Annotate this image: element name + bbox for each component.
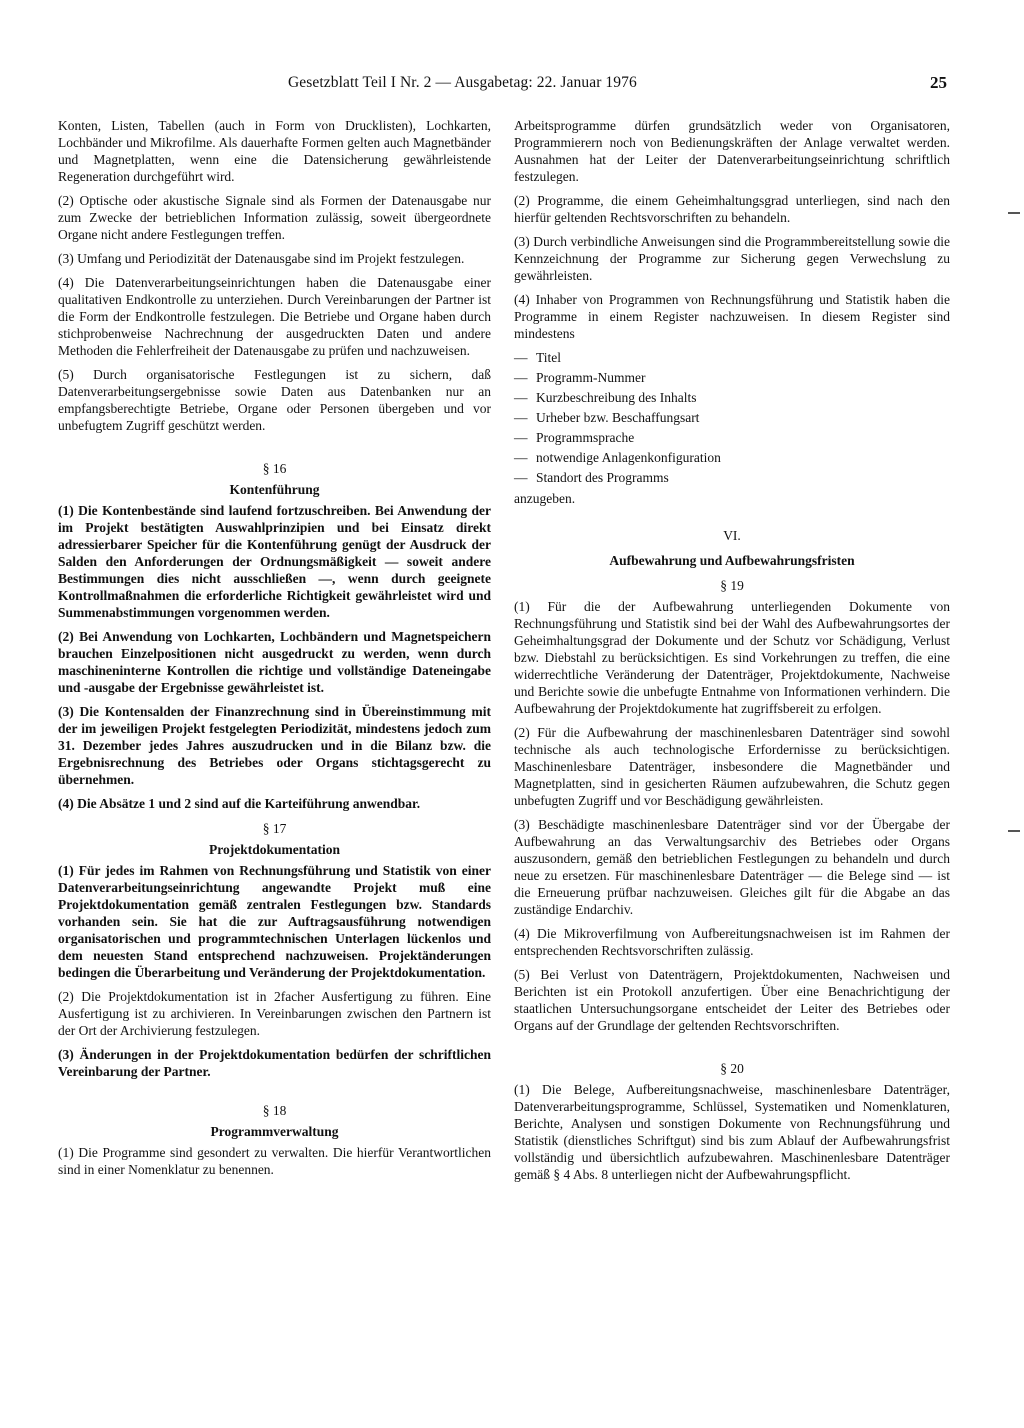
- list-item: — notwendige Anlagenkonfiguration: [514, 450, 721, 465]
- section-number-17: § 17: [262, 821, 287, 836]
- paragraph: anzugeben.: [514, 491, 576, 506]
- chapter-title: Aufbewahrung und Aufbewahrungsfristen: [609, 553, 855, 568]
- section-number-19: § 19: [720, 578, 744, 593]
- paragraph: (2) Optische oder akustische Signale sind als Formen der Datenausgabe nur zum Zwecke der betrieblichen Information zulässig, soweit übergeordnete Organe nicht andere Festlegungen treffen.: [58, 193, 491, 242]
- paragraph: (2) Die Projektdokumentation ist in 2facher Ausfertigung zu führen. Eine Ausfertigung ist zu archivieren. In Vereinbarungen zwischen den Partnern ist der Ort der Archivierung festzulegen.: [58, 989, 491, 1038]
- paragraph: (1) Die Kontenbestände sind laufend fortzuschreiben. Bei Anwendung der im Projekt bestätigten Auswahlprinzipien und bei Einsatz direkt adressierbarer Speicher für die Kontenführung genügt der Ausdruck der Salden den Anforderungen der Ordnungsmäßigkeit — soweit andere Bestimmungen dies nicht ausschließen —, wenn durch geeignete Kontrollmaßnahmen die erforderliche Richtigkeit gewährleistet wird und Summenabstimmungen vorgenommen werden.: [58, 503, 491, 620]
- chapter-number: VI.: [723, 528, 741, 543]
- right-column: [514, 117, 950, 1190]
- section-title-16: Kontenführung: [229, 482, 320, 497]
- left-column: [58, 117, 491, 1185]
- dash-marker: —: [514, 390, 528, 405]
- section-title-18: Programmverwaltung: [210, 1124, 339, 1139]
- paragraph: (1) Für die der Aufbewahrung unterliegenden Dokumente von Rechnungsführung und Statistik sind bei der Wahl des Aufbewahrungsortes der Geheimhaltungsgrad der Dokumente und der Schutz vor Schädigung, Verlust bzw. Diebstahl zu berücksichtigen. Es sind Vorkehrungen zu treffen, die eine widerrechtliche Veränderung der Datenträger, Projektdokumente, Nachweise und Berichte sowie die unbefugte Entnahme von Informationen verhindern. Die Aufbewahrung der Projektdokumente hat zugriffsbereit zu erfolgen.: [514, 599, 950, 716]
- list-item: — Programm-Nummer: [514, 370, 646, 385]
- list-item: — Kurzbeschreibung des Inhalts: [514, 390, 697, 405]
- page-number: 25: [930, 73, 947, 92]
- dash-marker: —: [514, 410, 528, 425]
- paragraph: (4) Die Mikroverfilmung von Aufbereitungsnachweisen ist im Rahmen der entsprechenden Rechtsvorschriften zulässig.: [514, 926, 950, 958]
- paragraph: Konten, Listen, Tabellen (auch in Form von Drucklisten), Lochkarten, Lochbänder und Mikrofilme. Als dauerhafte Formen gelten auch Magnetbänder und Magnetplatten, wenn eine die Datensicherung gewährleistende Regeneration durchgeführt wird.: [58, 118, 491, 184]
- section-title-17: Projektdokumentation: [208, 842, 340, 857]
- register-list: [514, 349, 950, 486]
- section-number-18: § 18: [262, 1103, 287, 1118]
- list-item: — Programmsprache: [514, 430, 635, 445]
- paragraph: (4) Inhaber von Programmen von Rechnungsführung und Statistik haben die Programme in einem Register nachzuweisen. In diesem Register sind mindestens: [514, 292, 950, 341]
- paragraph: (2) Für die Aufbewahrung der maschinenlesbaren Datenträger sind sowohl technische als auch technologische Erfordernisse zu berücksichtigen. Maschinenlesbare Datenträger, insbesondere die Magnetbänder und Magnetplatten, sind in gesicherten Räumen aufzubewahren, die Schutz gegen unbefugten Zugriff und vor Beschädigung gewährleisten.: [514, 725, 950, 808]
- paragraph: (4) Die Absätze 1 und 2 sind auf die Karteiführung anwendbar.: [58, 796, 421, 811]
- gazette-title: Gesetzblatt Teil I Nr. 2 — Ausgabetag: 22. Januar 1976: [288, 74, 637, 91]
- paragraph: (1) Die Belege, Aufbereitungsnachweise, maschinenlesbare Datenträger, Datenverarbeitungsprogramme, Schlüssel, Systematiken und Nomenklaturen, Berichte, Analysen und sonstigen Dokumente von Rechnungsführung und Statistik (dienstliches Schriftgut) sind bis zum Ablauf der Aufbewahrungsfrist vollständig und übersichtlich aufzubewahren. Maschinenlesbare Datenträger gemäß § 4 Abs. 8 unterliegen nicht der Aufbewahrungspflicht.: [514, 1082, 950, 1182]
- paragraph: (1) Für jedes im Rahmen von Rechnungsführung und Statistik von einer Datenverarbeitungseinrichtung angewandte Projekt muß eine Projektdokumentation gemäß zentralen Festlegungen bzw. Standards vorhanden sein. Sie hat die zur Auftragsausführung notwendigen organisatorischen und programmtechnischen Unterlagen lückenlos und dem neuesten Stand entsprechend nachzuweisen. Projektänderungen bedingen die Überarbeitung und Veränderung der Projektdokumentation.: [58, 863, 491, 980]
- paragraph: (3) Durch verbindliche Anweisungen sind die Programmbereitstellung sowie die Kennzeichnung der Programme zur Sicherung gegen Verwechslung zu gewährleisten.: [514, 234, 950, 283]
- margin-mark: [1008, 830, 1020, 832]
- paragraph: (2) Bei Anwendung von Lochkarten, Lochbändern und Magnetspeichern brauchen Einzelpositionen nicht ausgedruckt zu werden, wenn durch maschineninterne Kontrollen die richtige und vollständige Dateneingabe und -ausgabe der Ergebnisse gewährleistet ist.: [58, 629, 491, 695]
- paragraph: (3) Umfang und Periodizität der Datenausgabe sind im Projekt festzulegen.: [58, 251, 465, 266]
- paragraph: (5) Durch organisatorische Festlegungen ist zu sichern, daß Datenverarbeitungsergebnisse sowie Daten aus Datenbanken nur an empfangsberechtigte Betriebe, Organe oder Personen übergeben und vor unbefugtem Zugriff geschützt werden.: [58, 367, 491, 433]
- section-number-16: § 16: [262, 461, 287, 476]
- dash-marker: —: [514, 470, 528, 485]
- paragraph: (5) Bei Verlust von Datenträgern, Projektdokumenten, Nachweisen und Berichten ist ein Protokoll anzufertigen. Über eine Benachrichtigung der staatlichen Untersuchungsorgane entscheidet der Leiter des Betriebes oder Organs auf der Grundlage der geltenden Rechtsvorschriften.: [514, 967, 950, 1033]
- paragraph: (3) Die Kontensalden der Finanzrechnung sind in Übereinstimmung mit der im jeweiligen Projekt festgelegten Periodizität, mindestens jedoch zum 31. Dezember jedes Jahres auszudrucken und in die Bilanz bzw. die Ergebnisrechnung des Betriebes oder Organs stichtagsgerecht zu übernehmen.: [58, 704, 491, 787]
- paragraph: (3) Beschädigte maschinenlesbare Datenträger sind vor der Übergabe der Aufbewahrung an das Verwaltungsarchiv des Betriebes oder Organs auszusondern, gemäß den betrieblichen Festlegungen zu behandeln und durch neue zu ersetzen. Für maschinenlesbare Datenträger — die Belege sind — ist die Erneuerung prüfbar nachzuweisen. Gleiches gilt für die Abgabe an das zuständige Endarchiv.: [514, 817, 950, 917]
- list-item: — Titel: [514, 350, 562, 365]
- list-item: — Standort des Programms: [514, 470, 669, 485]
- dash-marker: —: [514, 370, 528, 385]
- dash-marker: —: [514, 450, 528, 465]
- paragraph: Arbeitsprogramme dürfen grundsätzlich weder von Organisatoren, Programmierern noch von Bedienungskräften der Anlage verwaltet werden. Ausnahmen hat der Leiter der Datenverarbeitungseinrichtung schriftlich festzulegen.: [514, 118, 950, 184]
- paragraph: (4) Die Datenverarbeitungseinrichtungen haben die Datenausgabe einer qualitativen Endkontrolle zu unterziehen. Durch Vereinbarungen der Partner ist die Form der Endkontrolle festzulegen. Die Betriebe und Organe haben durch stichprobenweise Nachrechnung der ausgedruckten Daten und andere Methoden die Fehlerfreiheit der Datenausgabe zu prüfen und nachzuweisen.: [58, 275, 491, 358]
- margin-mark: [1008, 212, 1020, 214]
- dash-marker: —: [514, 350, 528, 365]
- paragraph: (1) Die Programme sind gesondert zu verwalten. Die hierfür Verantwortlichen sind in einer Nomenklatur zu benennen.: [58, 1145, 491, 1177]
- list-item: — Urheber bzw. Beschaffungsart: [514, 410, 700, 425]
- section-number-20: § 20: [720, 1061, 744, 1076]
- paragraph: (3) Änderungen in der Projektdokumentation bedürfen der schriftlichen Vereinbarung der Partner.: [58, 1047, 491, 1079]
- dash-marker: —: [514, 430, 528, 445]
- paragraph: (2) Programme, die einem Geheimhaltungsgrad unterliegen, sind nach den hierfür geltenden Rechtsvorschriften zu behandeln.: [514, 193, 950, 225]
- page-header: [0, 74, 1024, 100]
